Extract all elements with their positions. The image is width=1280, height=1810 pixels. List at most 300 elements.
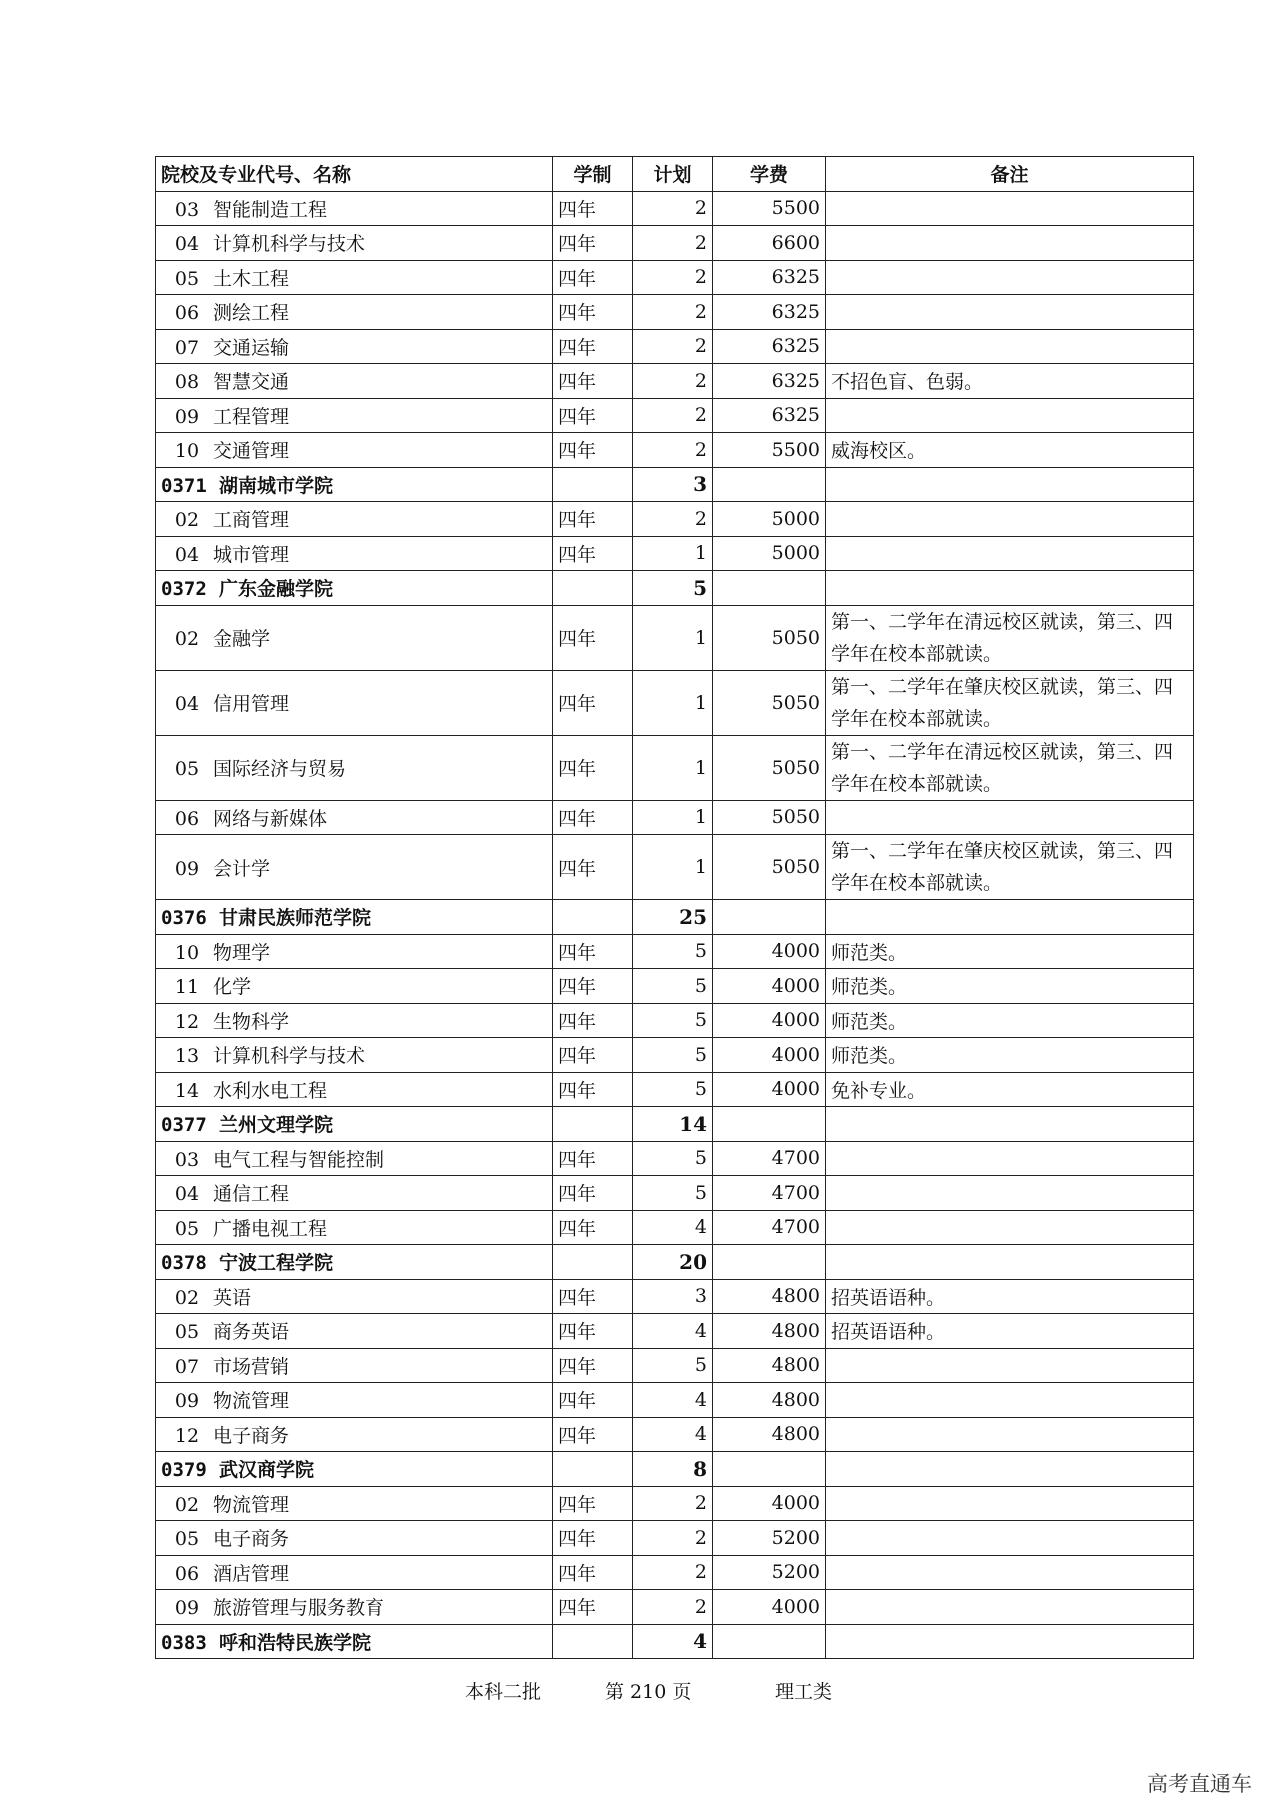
major-code: 13 — [174, 1045, 200, 1068]
major-row — [156, 735, 1194, 800]
major-code: 09 — [174, 1597, 200, 1620]
major-name-cell — [156, 1279, 553, 1314]
major-row — [156, 1210, 1194, 1245]
fee-cell — [713, 1107, 826, 1142]
major-code: 05 — [174, 1321, 200, 1344]
major-code: 04 — [174, 233, 200, 256]
note-cell — [826, 536, 1194, 571]
duration-cell: 四年 — [553, 260, 633, 295]
major-name-cell — [156, 605, 553, 670]
major-name-cell — [156, 1210, 553, 1245]
note-cell — [826, 295, 1194, 330]
duration-cell: 四年 — [553, 191, 633, 226]
plan-cell: 2 — [633, 226, 713, 261]
major-code: 04 — [174, 543, 200, 566]
plan-cell: 8 — [633, 1452, 713, 1487]
major-code: 06 — [174, 302, 200, 325]
duration-cell: 四年 — [553, 1521, 633, 1556]
major-code: 06 — [174, 807, 200, 830]
major-row — [156, 1072, 1194, 1107]
major-code: 05 — [174, 1217, 200, 1240]
major-code: 05 — [174, 758, 200, 780]
major-name-cell — [156, 1314, 553, 1349]
duration-cell: 四年 — [553, 1555, 633, 1590]
major-code: 04 — [174, 1183, 200, 1206]
major-row — [156, 260, 1194, 295]
header-name: 院校及专业代号、名称 — [156, 157, 553, 192]
fee-cell: 6325 — [713, 329, 826, 364]
major-name: 英语 — [213, 1286, 252, 1309]
school-row — [156, 1624, 1194, 1659]
note-cell — [826, 1521, 1194, 1556]
plan-cell: 2 — [633, 502, 713, 537]
major-code: 03 — [174, 1148, 200, 1171]
note-cell — [826, 800, 1194, 835]
major-name-cell — [156, 1590, 553, 1625]
major-code: 10 — [174, 941, 200, 964]
major-code: 12 — [174, 1010, 200, 1033]
plan-cell: 1 — [633, 536, 713, 571]
fee-cell: 4000 — [713, 1072, 826, 1107]
major-name: 电子商务 — [213, 1528, 290, 1551]
major-name-cell — [156, 364, 553, 399]
major-code: 05 — [174, 1528, 200, 1551]
fee-cell: 5050 — [713, 670, 826, 735]
plan-cell: 1 — [633, 735, 713, 800]
duration-cell: 四年 — [553, 969, 633, 1004]
fee-cell — [713, 467, 826, 502]
fee-cell: 4800 — [713, 1417, 826, 1452]
major-row — [156, 1003, 1194, 1038]
fee-cell: 6325 — [713, 260, 826, 295]
major-name: 测绘工程 — [213, 302, 290, 325]
fee-cell: 5050 — [713, 800, 826, 835]
footer-category: 理工类 — [775, 1681, 833, 1703]
footer-page-number: 第 210 页 — [605, 1681, 692, 1703]
plan-cell: 5 — [633, 1072, 713, 1107]
duration-cell — [553, 1107, 633, 1142]
major-name: 交通管理 — [213, 440, 290, 463]
note-cell — [826, 467, 1194, 502]
plan-cell: 20 — [633, 1245, 713, 1280]
plan-cell: 4 — [633, 1210, 713, 1245]
plan-cell: 2 — [633, 191, 713, 226]
note-cell: 招英语语种。 — [826, 1279, 1194, 1314]
fee-cell — [713, 1245, 826, 1280]
table-body — [156, 191, 1194, 1659]
plan-cell: 3 — [633, 1279, 713, 1314]
major-name-cell — [156, 260, 553, 295]
major-name: 商务英语 — [213, 1321, 290, 1344]
header-fee: 学费 — [713, 157, 826, 192]
major-name-cell — [156, 934, 553, 969]
school-name: 兰州文理学院 — [219, 1114, 334, 1137]
note-cell — [826, 1176, 1194, 1211]
major-name: 计算机科学与技术 — [213, 1045, 366, 1068]
fee-cell: 5500 — [713, 191, 826, 226]
note-cell — [826, 260, 1194, 295]
major-name: 酒店管理 — [213, 1562, 290, 1585]
school-row — [156, 1452, 1194, 1487]
fee-cell: 4000 — [713, 1590, 826, 1625]
major-name-cell — [156, 1038, 553, 1073]
fee-cell: 5050 — [713, 835, 826, 900]
note-cell — [826, 1348, 1194, 1383]
major-name-cell — [156, 1072, 553, 1107]
plan-cell: 2 — [633, 398, 713, 433]
major-name: 城市管理 — [213, 543, 290, 566]
duration-cell: 四年 — [553, 364, 633, 399]
school-name: 湖南城市学院 — [219, 474, 334, 497]
note-cell: 师范类。 — [826, 969, 1194, 1004]
note-cell: 不招色盲、色弱。 — [826, 364, 1194, 399]
school-code: 0378 — [161, 1252, 207, 1275]
major-name-cell — [156, 1383, 553, 1418]
fee-cell: 4000 — [713, 1486, 826, 1521]
major-code: 09 — [174, 405, 200, 428]
fee-cell — [713, 1452, 826, 1487]
school-name: 武汉商学院 — [219, 1459, 315, 1482]
school-code: 0377 — [161, 1114, 207, 1137]
plan-cell: 2 — [633, 1486, 713, 1521]
school-row — [156, 1107, 1194, 1142]
note-cell — [826, 226, 1194, 261]
plan-cell: 5 — [633, 1348, 713, 1383]
major-row — [156, 295, 1194, 330]
major-code: 02 — [174, 1493, 200, 1516]
fee-cell: 4000 — [713, 1038, 826, 1073]
note-cell: 师范类。 — [826, 934, 1194, 969]
note-cell — [826, 1141, 1194, 1176]
major-code: 14 — [174, 1079, 200, 1102]
major-name: 物流管理 — [213, 1493, 290, 1516]
major-name: 智能制造工程 — [213, 198, 328, 221]
duration-cell: 四年 — [553, 329, 633, 364]
fee-cell: 4800 — [713, 1383, 826, 1418]
major-code: 04 — [174, 693, 200, 715]
plan-cell: 4 — [633, 1314, 713, 1349]
major-name-cell — [156, 1521, 553, 1556]
major-row — [156, 1348, 1194, 1383]
major-name: 物流管理 — [213, 1390, 290, 1413]
fee-cell: 5000 — [713, 536, 826, 571]
major-name-cell — [156, 191, 553, 226]
major-code: 11 — [174, 976, 200, 999]
school-row — [156, 467, 1194, 502]
duration-cell: 四年 — [553, 934, 633, 969]
note-cell — [826, 1590, 1194, 1625]
major-name-cell — [156, 329, 553, 364]
fee-cell: 6325 — [713, 364, 826, 399]
plan-cell: 2 — [633, 364, 713, 399]
plan-cell: 5 — [633, 1176, 713, 1211]
major-code: 08 — [174, 371, 200, 394]
plan-cell: 2 — [633, 1590, 713, 1625]
note-cell: 招英语语种。 — [826, 1314, 1194, 1349]
duration-cell: 四年 — [553, 536, 633, 571]
duration-cell — [553, 1245, 633, 1280]
duration-cell: 四年 — [553, 1314, 633, 1349]
major-name: 智慧交通 — [213, 371, 290, 394]
note-cell: 第一、二学年在肇庆校区就读，第三、四学年在校本部就读。 — [826, 670, 1194, 735]
major-row — [156, 364, 1194, 399]
duration-cell: 四年 — [553, 670, 633, 735]
duration-cell: 四年 — [553, 1417, 633, 1452]
note-cell — [826, 1245, 1194, 1280]
plan-cell: 2 — [633, 329, 713, 364]
major-code: 02 — [174, 509, 200, 532]
fee-cell: 4800 — [713, 1348, 826, 1383]
note-cell — [826, 1624, 1194, 1659]
fee-cell — [713, 1624, 826, 1659]
school-code: 0379 — [161, 1459, 207, 1482]
major-name: 计算机科学与技术 — [213, 233, 366, 256]
major-name-cell — [156, 735, 553, 800]
note-cell: 师范类。 — [826, 1003, 1194, 1038]
note-cell — [826, 502, 1194, 537]
major-row — [156, 1314, 1194, 1349]
major-code: 05 — [174, 267, 200, 290]
major-name-cell — [156, 1486, 553, 1521]
major-name: 通信工程 — [213, 1183, 290, 1206]
school-code: 0372 — [161, 578, 207, 601]
major-row — [156, 1521, 1194, 1556]
note-cell — [826, 900, 1194, 935]
duration-cell — [553, 1452, 633, 1487]
major-name-cell — [156, 835, 553, 900]
major-name: 物理学 — [213, 941, 271, 964]
major-name: 水利水电工程 — [213, 1079, 328, 1102]
major-code: 06 — [174, 1562, 200, 1585]
note-cell: 师范类。 — [826, 1038, 1194, 1073]
fee-cell — [713, 571, 826, 606]
header-row — [156, 157, 1194, 192]
duration-cell: 四年 — [553, 1072, 633, 1107]
note-cell — [826, 1210, 1194, 1245]
fee-cell: 4700 — [713, 1141, 826, 1176]
school-code: 0383 — [161, 1631, 207, 1654]
plan-cell: 2 — [633, 1555, 713, 1590]
major-row — [156, 398, 1194, 433]
duration-cell — [553, 900, 633, 935]
major-name: 金融学 — [213, 628, 271, 650]
fee-cell: 4000 — [713, 1003, 826, 1038]
plan-cell: 5 — [633, 969, 713, 1004]
plan-cell: 4 — [633, 1383, 713, 1418]
plan-cell: 3 — [633, 467, 713, 502]
major-name: 交通运输 — [213, 336, 290, 359]
duration-cell: 四年 — [553, 1176, 633, 1211]
school-row — [156, 900, 1194, 935]
duration-cell: 四年 — [553, 800, 633, 835]
major-name-cell — [156, 1555, 553, 1590]
school-name: 广东金融学院 — [219, 578, 334, 601]
note-cell: 免补专业。 — [826, 1072, 1194, 1107]
major-row — [156, 1555, 1194, 1590]
major-name: 化学 — [213, 976, 252, 999]
major-row — [156, 1383, 1194, 1418]
plan-cell: 4 — [633, 1624, 713, 1659]
major-row — [156, 1417, 1194, 1452]
duration-cell: 四年 — [553, 1038, 633, 1073]
major-name: 网络与新媒体 — [213, 807, 328, 830]
major-name-cell — [156, 1417, 553, 1452]
duration-cell — [553, 571, 633, 606]
school-name-cell — [156, 1624, 553, 1659]
school-name-cell — [156, 467, 553, 502]
major-name-cell — [156, 226, 553, 261]
note-cell — [826, 1107, 1194, 1142]
major-name: 会计学 — [213, 857, 271, 880]
plan-cell: 1 — [633, 670, 713, 735]
major-row — [156, 191, 1194, 226]
major-name: 电子商务 — [213, 1424, 290, 1447]
major-name: 生物科学 — [213, 1010, 290, 1033]
fee-cell: 6600 — [713, 226, 826, 261]
school-row — [156, 1245, 1194, 1280]
duration-cell: 四年 — [553, 398, 633, 433]
note-cell — [826, 1383, 1194, 1418]
major-row — [156, 1279, 1194, 1314]
note-cell — [826, 1486, 1194, 1521]
fee-cell: 6325 — [713, 398, 826, 433]
duration-cell: 四年 — [553, 835, 633, 900]
major-name-cell — [156, 398, 553, 433]
note-cell: 第一、二学年在清远校区就读，第三、四学年在校本部就读。 — [826, 735, 1194, 800]
duration-cell — [553, 467, 633, 502]
plan-cell: 14 — [633, 1107, 713, 1142]
plan-cell: 1 — [633, 800, 713, 835]
header-plan: 计划 — [633, 157, 713, 192]
major-row — [156, 226, 1194, 261]
major-name: 国际经济与贸易 — [213, 758, 347, 780]
major-row — [156, 835, 1194, 900]
major-row — [156, 433, 1194, 468]
plan-cell: 25 — [633, 900, 713, 935]
footer-batch: 本科二批 — [465, 1681, 542, 1703]
duration-cell: 四年 — [553, 1210, 633, 1245]
major-row — [156, 1176, 1194, 1211]
major-row — [156, 800, 1194, 835]
major-code: 02 — [174, 628, 200, 650]
duration-cell: 四年 — [553, 433, 633, 468]
plan-cell: 1 — [633, 605, 713, 670]
fee-cell: 4700 — [713, 1210, 826, 1245]
major-name: 电气工程与智能控制 — [213, 1148, 385, 1171]
note-cell: 威海校区。 — [826, 433, 1194, 468]
school-name-cell — [156, 1245, 553, 1280]
note-cell — [826, 571, 1194, 606]
watermark: 高考直通车 — [1147, 1772, 1252, 1796]
duration-cell: 四年 — [553, 502, 633, 537]
duration-cell: 四年 — [553, 226, 633, 261]
plan-cell: 5 — [633, 1038, 713, 1073]
major-code: 03 — [174, 198, 200, 221]
plan-cell: 2 — [633, 433, 713, 468]
major-code: 09 — [174, 857, 200, 880]
duration-cell: 四年 — [553, 1590, 633, 1625]
major-name: 市场营销 — [213, 1355, 290, 1378]
header-duration: 学制 — [553, 157, 633, 192]
fee-cell: 5000 — [713, 502, 826, 537]
major-name: 土木工程 — [213, 267, 290, 290]
major-row — [156, 1486, 1194, 1521]
school-name-cell — [156, 900, 553, 935]
fee-cell: 5050 — [713, 735, 826, 800]
admissions-table — [155, 156, 1194, 1659]
major-row — [156, 329, 1194, 364]
major-code: 10 — [174, 440, 200, 463]
school-name-cell — [156, 1107, 553, 1142]
plan-cell: 4 — [633, 1417, 713, 1452]
note-cell — [826, 398, 1194, 433]
note-cell — [826, 329, 1194, 364]
duration-cell: 四年 — [553, 295, 633, 330]
major-name: 旅游管理与服务教育 — [213, 1597, 385, 1620]
plan-cell: 2 — [633, 260, 713, 295]
fee-cell: 4700 — [713, 1176, 826, 1211]
school-row — [156, 571, 1194, 606]
major-name: 工商管理 — [213, 509, 290, 532]
note-cell: 第一、二学年在肇庆校区就读，第三、四学年在校本部就读。 — [826, 835, 1194, 900]
duration-cell: 四年 — [553, 605, 633, 670]
plan-cell: 2 — [633, 295, 713, 330]
fee-cell: 5500 — [713, 433, 826, 468]
duration-cell: 四年 — [553, 1141, 633, 1176]
fee-cell — [713, 900, 826, 935]
major-row — [156, 969, 1194, 1004]
duration-cell — [553, 1624, 633, 1659]
duration-cell: 四年 — [553, 1279, 633, 1314]
school-code: 0371 — [161, 474, 207, 497]
fee-cell: 5200 — [713, 1555, 826, 1590]
plan-cell: 5 — [633, 1003, 713, 1038]
duration-cell: 四年 — [553, 1383, 633, 1418]
fee-cell: 6325 — [713, 295, 826, 330]
major-code: 07 — [174, 1355, 200, 1378]
major-row — [156, 502, 1194, 537]
note-cell — [826, 1555, 1194, 1590]
major-name: 工程管理 — [213, 405, 290, 428]
school-name: 呼和浩特民族学院 — [219, 1631, 372, 1654]
major-name-cell — [156, 1176, 553, 1211]
major-name-cell — [156, 1003, 553, 1038]
major-row — [156, 670, 1194, 735]
school-name-cell — [156, 1452, 553, 1487]
major-name-cell — [156, 969, 553, 1004]
major-name-cell — [156, 670, 553, 735]
major-code: 02 — [174, 1286, 200, 1309]
plan-cell: 1 — [633, 835, 713, 900]
fee-cell: 4800 — [713, 1314, 826, 1349]
major-name: 信用管理 — [213, 693, 290, 715]
school-name: 宁波工程学院 — [219, 1252, 334, 1275]
major-name-cell — [156, 1348, 553, 1383]
note-cell — [826, 191, 1194, 226]
major-row — [156, 605, 1194, 670]
major-row — [156, 1141, 1194, 1176]
major-name-cell — [156, 433, 553, 468]
school-name: 甘肃民族师范学院 — [219, 907, 372, 930]
plan-cell: 2 — [633, 1521, 713, 1556]
major-name: 广播电视工程 — [213, 1217, 328, 1240]
major-name-cell — [156, 1141, 553, 1176]
fee-cell: 5050 — [713, 605, 826, 670]
note-cell — [826, 1452, 1194, 1487]
major-name-cell — [156, 800, 553, 835]
school-name-cell — [156, 571, 553, 606]
note-cell: 第一、二学年在清远校区就读，第三、四学年在校本部就读。 — [826, 605, 1194, 670]
